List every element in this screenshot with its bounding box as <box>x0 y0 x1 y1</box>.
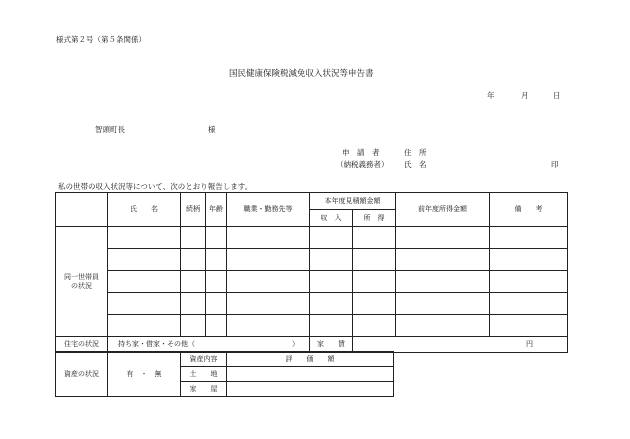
header-estimate: 本年度見積額金額 <box>310 193 396 210</box>
member-income-cell[interactable] <box>310 293 353 315</box>
housing-label: 住宅の状況 <box>56 337 108 353</box>
member-income-cell[interactable] <box>310 271 353 293</box>
member-prev-income-cell[interactable] <box>396 293 490 315</box>
member-name-cell[interactable] <box>108 249 181 271</box>
member-remarks-cell[interactable] <box>490 293 568 315</box>
asset-content-header: 資産内容 <box>181 352 227 367</box>
assets-label: 資産の状況 <box>56 352 108 397</box>
rent-label: 家 賃 <box>310 337 353 353</box>
asset-value-header: 評 価 額 <box>227 352 394 367</box>
member-relation-cell[interactable] <box>181 249 206 271</box>
member-occupation-cell[interactable] <box>227 227 310 249</box>
member-occupation-cell[interactable] <box>227 249 310 271</box>
header-income: 収 入 <box>310 210 353 227</box>
household-label-line2: の状況 <box>71 281 92 290</box>
member-age-cell[interactable] <box>206 249 227 271</box>
header-relation: 続柄 <box>181 193 206 227</box>
household-table <box>55 192 568 353</box>
member-income-cell[interactable] <box>310 315 353 337</box>
member-prev-income-cell[interactable] <box>396 271 490 293</box>
member-occupation-cell[interactable] <box>227 293 310 315</box>
member-name-cell[interactable] <box>108 227 181 249</box>
assets-presence[interactable]: 有 ・ 無 <box>108 352 181 397</box>
member-relation-cell[interactable] <box>181 315 206 337</box>
asset-house-label: 家 屋 <box>181 382 227 397</box>
intro-text: 私の世帯の収入状況等について、次のとおり報告します。 <box>58 182 253 191</box>
date-day: 日 <box>553 91 561 100</box>
applicant-name-label: 氏 名 <box>404 160 427 169</box>
member-name-cell[interactable] <box>108 293 181 315</box>
header-age: 年齢 <box>206 193 227 227</box>
header-occupation: 職業・勤務先等 <box>227 193 310 227</box>
date-year: 年 <box>487 91 495 100</box>
asset-land-label: 土 地 <box>181 367 227 382</box>
member-name-cell[interactable] <box>108 271 181 293</box>
header-earnings: 所 得 <box>353 210 396 227</box>
header-name: 氏 名 <box>108 193 181 227</box>
member-earnings-cell[interactable] <box>353 271 396 293</box>
form-title: 国民健康保険税減免収入状況等申告書 <box>229 69 374 79</box>
member-income-cell[interactable] <box>310 249 353 271</box>
member-remarks-cell[interactable] <box>490 227 568 249</box>
member-earnings-cell[interactable] <box>353 249 396 271</box>
member-prev-income-cell[interactable] <box>396 227 490 249</box>
member-remarks-cell[interactable] <box>490 315 568 337</box>
member-age-cell[interactable] <box>206 315 227 337</box>
member-earnings-cell[interactable] <box>353 315 396 337</box>
member-prev-income-cell[interactable] <box>396 315 490 337</box>
member-earnings-cell[interactable] <box>353 227 396 249</box>
member-occupation-cell[interactable] <box>227 271 310 293</box>
applicant-role: 申 請 者 <box>342 148 380 157</box>
housing-options-close: ） <box>292 340 299 348</box>
member-age-cell[interactable] <box>206 293 227 315</box>
member-relation-cell[interactable] <box>181 293 206 315</box>
member-age-cell[interactable] <box>206 227 227 249</box>
member-income-cell[interactable] <box>310 227 353 249</box>
member-age-cell[interactable] <box>206 271 227 293</box>
taxpayer-role: （納税義務者） <box>336 160 389 169</box>
seal-mark: 印 <box>551 160 559 169</box>
household-label-line1: 同一世帯員 <box>64 273 99 282</box>
applicant-address-label: 住 所 <box>404 148 427 157</box>
member-name-cell[interactable] <box>108 315 181 337</box>
addressee-honorific: 様 <box>208 125 216 134</box>
member-remarks-cell[interactable] <box>490 249 568 271</box>
member-remarks-cell[interactable] <box>490 271 568 293</box>
member-earnings-cell[interactable] <box>353 293 396 315</box>
addressee-name: 智頭町長 <box>95 125 125 134</box>
household-label <box>56 227 108 337</box>
asset-land-value-cell[interactable] <box>227 367 394 382</box>
member-relation-cell[interactable] <box>181 271 206 293</box>
member-relation-cell[interactable] <box>181 227 206 249</box>
member-prev-income-cell[interactable] <box>396 249 490 271</box>
housing-options: 持ち家・借家・その他（ <box>118 340 195 349</box>
rent-unit: 円 <box>526 340 533 349</box>
header-remarks: 備 考 <box>490 193 568 227</box>
member-occupation-cell[interactable] <box>227 315 310 337</box>
date-month: 月 <box>521 91 529 100</box>
corner-cell <box>56 193 108 227</box>
form-number: 様式第２号（第５条関係） <box>56 35 146 44</box>
header-prev-income: 前年度所得金額 <box>396 193 490 227</box>
asset-house-value-cell[interactable] <box>227 382 394 397</box>
assets-table <box>55 351 394 397</box>
